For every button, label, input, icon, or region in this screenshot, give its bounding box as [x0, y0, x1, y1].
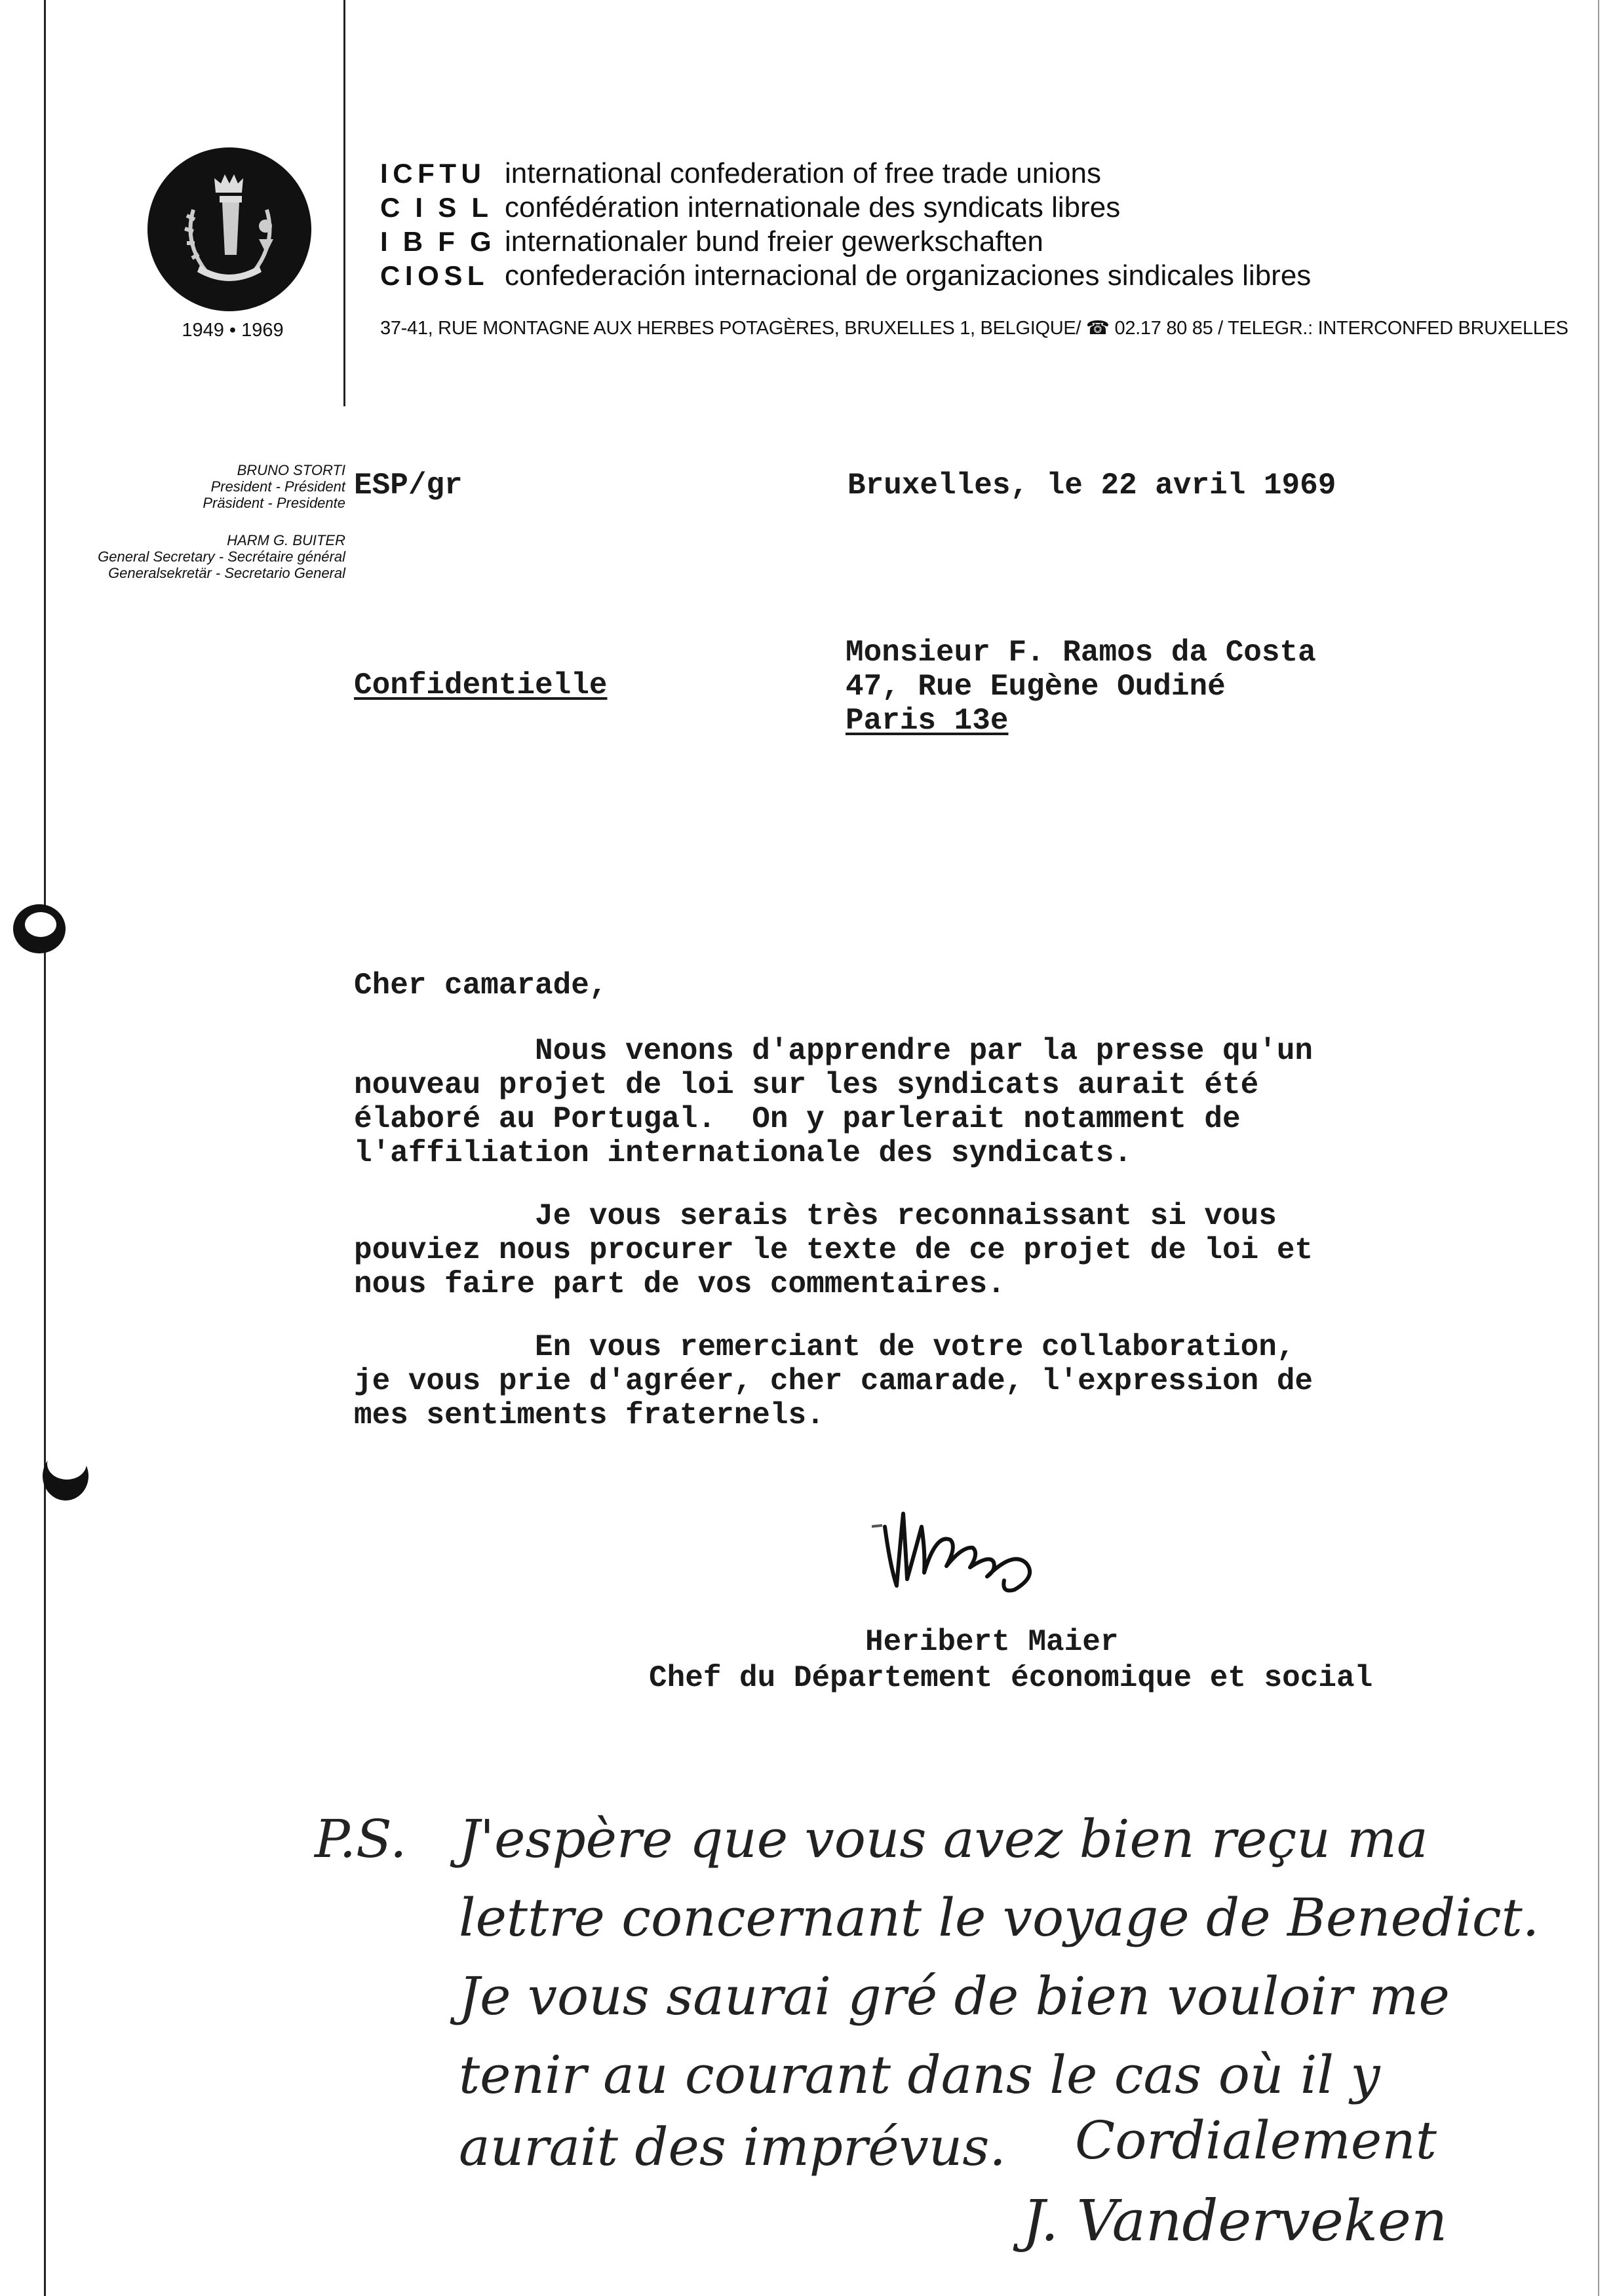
ps-signature: J. Vanderveken — [1022, 2189, 1448, 2254]
ps-label: P.S. — [315, 1808, 407, 1869]
secretary-block — [98, 532, 345, 581]
punch-hole-icon — [47, 1448, 87, 1480]
ps-line: tenir au courant dans le cas où il y — [459, 2044, 1380, 2105]
anniversary-years: 1949 • 1969 — [182, 320, 284, 341]
org-full-name: confederación internacional de organizaciones sindicales libres — [505, 259, 1312, 292]
org-name-spanish — [380, 259, 1311, 292]
recipient-name: Monsieur F. Ramos da Costa — [846, 636, 1316, 670]
signer-title: Chef du Département économique et social — [649, 1661, 1373, 1695]
letterhead-divider-line — [343, 0, 345, 406]
org-name-german — [380, 225, 1043, 258]
ps-line: J'espère que vous avez bien reçu ma — [459, 1808, 1428, 1869]
president-block — [203, 462, 345, 511]
org-full-name: confédération internationale des syndicats libres — [505, 191, 1121, 223]
body-paragraph: En vous remerciant de votre collaboration, je vous prie d'agréer, cher camarade, l'expression de mes sentiments fraternels. — [354, 1330, 1313, 1432]
org-abbr-cisl: CISL — [380, 192, 504, 223]
org-full-name: international confederation of free trade unions — [505, 157, 1101, 189]
handwritten-signature-icon — [872, 1501, 1147, 1599]
ps-line: Je vous saurai gré de bien vouloir me — [459, 1966, 1450, 2027]
right-margin-line — [1598, 0, 1599, 2296]
org-name-french — [380, 191, 1120, 224]
org-abbr-ciosl: CIOSL — [380, 260, 490, 291]
president-title: President - Président — [210, 478, 345, 495]
president-title-alt: Präsident - Presidente — [203, 495, 345, 511]
org-name-english — [380, 157, 1101, 190]
recipient-city: Paris 13e — [846, 704, 1009, 738]
body-paragraph: Je vous serais très reconnaissant si vous pouviez nous procurer le texte de ce projet de loi et nous faire part de vos commentaires. — [354, 1199, 1313, 1301]
icftu-emblem-icon — [147, 147, 311, 311]
ps-line: lettre concernant le voyage de Benedict. — [459, 1887, 1540, 1948]
secretary-name: HARM G. BUITER — [227, 532, 345, 548]
salutation: Cher camarade, — [354, 968, 608, 1003]
place-and-date: Bruxelles, le 22 avril 1969 — [847, 469, 1336, 503]
punch-hole-icon — [25, 912, 56, 937]
ps-line: aurait des imprévus. — [459, 2116, 1006, 2177]
confidential-label: Confidentielle — [354, 668, 608, 702]
org-address: 37-41, RUE MONTAGNE AUX HERBES POTAGÈRES, BRUXELLES 1, BELGIQUE/ ☎ 02.17 80 85 / TELEGR.: INTERCONFED BRUXELLES — [380, 318, 1568, 339]
org-abbr-ibfg: IBFG — [380, 226, 507, 257]
secretary-title-alt: Generalsekretär - Secretario General — [108, 565, 345, 581]
secretary-title: General Secretary - Secrétaire général — [98, 548, 345, 565]
signer-name: Heribert Maier — [865, 1625, 1119, 1659]
body-paragraph: Nous venons d'apprendre par la presse qu'un nouveau projet de loi sur les syndicats aurait été élaboré au Portugal. On y parlerait notamment de l'affiliation internationale des syndicats. — [354, 1034, 1313, 1170]
org-abbr-icftu: ICFTU — [380, 158, 486, 189]
reference-code: ESP/gr — [354, 469, 463, 503]
president-name: BRUNO STORTI — [237, 462, 345, 478]
left-margin-line — [44, 0, 46, 2296]
ps-closing: Cordialement — [1075, 2110, 1437, 2171]
recipient-street: 47, Rue Eugène Oudiné — [846, 670, 1226, 704]
org-full-name: internationaler bund freier gewerkschaften — [505, 225, 1043, 258]
